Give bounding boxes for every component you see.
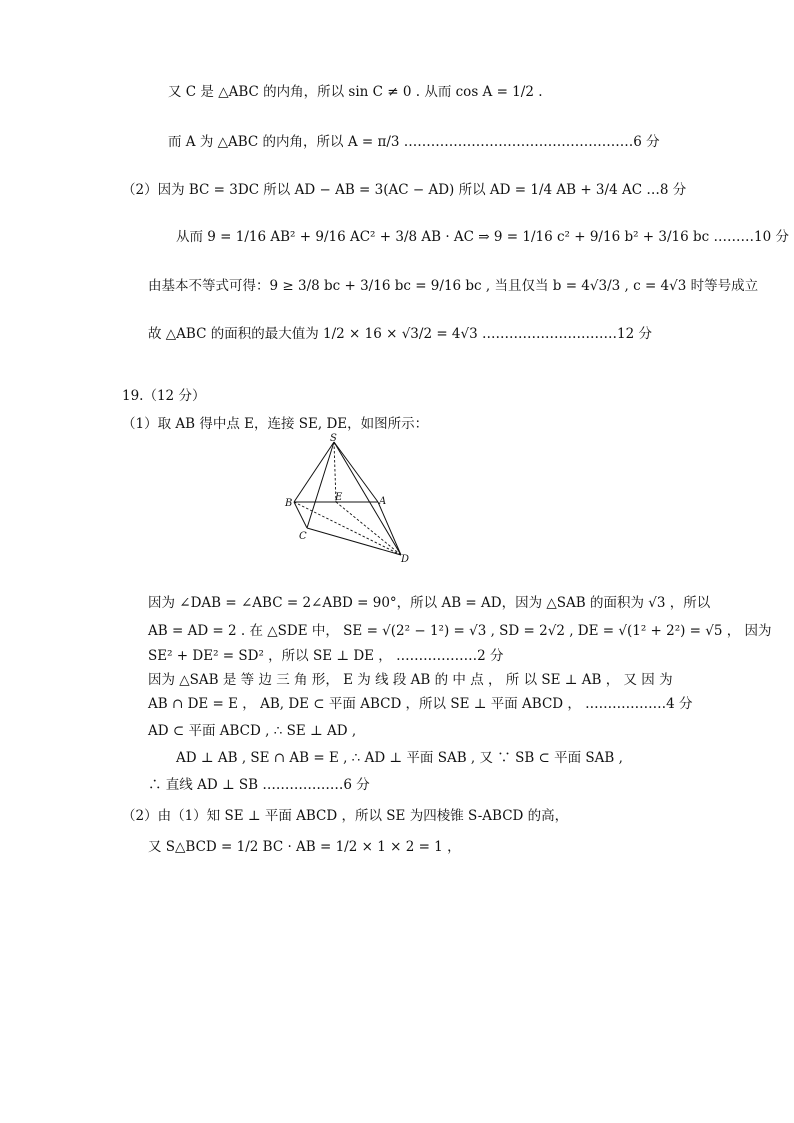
text-part1-line-5: AB ∩ DE = E ， AB, DE ⊂ 平面 ABCD ，所以 SE ⊥ 平面 ABCD ， ………………4 分 <box>148 696 693 712</box>
figure-label-c: C <box>299 531 307 542</box>
figure-label-e: E <box>335 492 343 503</box>
text-line-1: 又 C 是 △ABC 的内角，所以 sin C ≠ 0 . 从而 cos A = 1/2 . <box>168 84 543 100</box>
text-part1-line-7: AD ⊥ AB , SE ∩ AB = E , ∴ AD ⊥ 平面 SAB , 又 ∵ SB ⊂ 平面 SAB , <box>176 750 623 766</box>
text-line-6: 故 △ABC 的面积的最大值为 1/2 × 16 × √3/2 = 4√3 …………………………12 分 <box>148 326 652 342</box>
text-line-3: （2）因为 BC = 3DC 所以 AD − AB = 3(AC − AD) 所以 AD = 1/4 AB + 3/4 AC …8 分 <box>122 182 687 198</box>
text-line-4: 从而 9 = 1/16 AB² + 9/16 AC² + 3/8 AB · AC ⇒ 9 = 1/16 c² + 9/16 b² + 3/16 bc ………10 分 <box>176 229 789 245</box>
text-part1-line-1: 因为 ∠DAB = ∠ABC = 2∠ABD = 90°，所以 AB = AD，因为 △SAB 的面积为 √3 ，所以 <box>148 595 711 611</box>
text-line-5: 由基本不等式可得：9 ≥ 3/8 bc + 3/16 bc = 9/16 bc , 当且仅当 b = 4√3/3 , c = 4√3 时等号成立 <box>148 278 759 294</box>
figure-label-b: B <box>285 498 293 509</box>
figure-label-d: D <box>401 554 410 565</box>
text-line-2: 而 A 为 △ABC 的内角，所以 A = π/3 ……………………………………………6 分 <box>168 134 660 150</box>
text-part1-line-6: AD ⊂ 平面 ABCD , ∴ SE ⊥ AD , <box>148 723 357 739</box>
figure-label-a: A <box>379 496 387 507</box>
text-part1-line-2: AB = AD = 2 . 在 △SDE 中， SE = √(2² − 1²) = √3 , SD = 2√2 , DE = √(1² + 2²) = √5 ， 因为 <box>148 623 772 639</box>
text-part2-line-1: （2）由（1）知 SE ⊥ 平面 ABCD ，所以 SE 为四棱锥 S-ABCD 的高， <box>122 808 569 824</box>
figure-label-s: S <box>330 433 337 444</box>
text-part1-intro: （1）取 AB 得中点 E，连接 SE, DE，如图所示： <box>122 416 429 432</box>
text-part2-line-2: 又 S△BCD = 1/2 BC · AB = 1/2 × 1 × 2 = 1 ， <box>148 839 461 855</box>
text-part1-line-3: SE² + DE² = SD² ，所以 SE ⊥ DE ， ………………2 分 <box>148 648 504 664</box>
question-19-heading: 19.（12 分） <box>122 388 206 404</box>
text-part1-line-8: ∴ 直线 AD ⊥ SB ………………6 分 <box>148 777 370 793</box>
text-part1-line-4: 因为 △SAB 是 等 边 三 角 形， E 为 线 段 AB 的 中 点 ， 所 以 SE ⊥ AB ， 又 因 为 <box>148 672 673 688</box>
pyramid-figure <box>280 432 420 567</box>
